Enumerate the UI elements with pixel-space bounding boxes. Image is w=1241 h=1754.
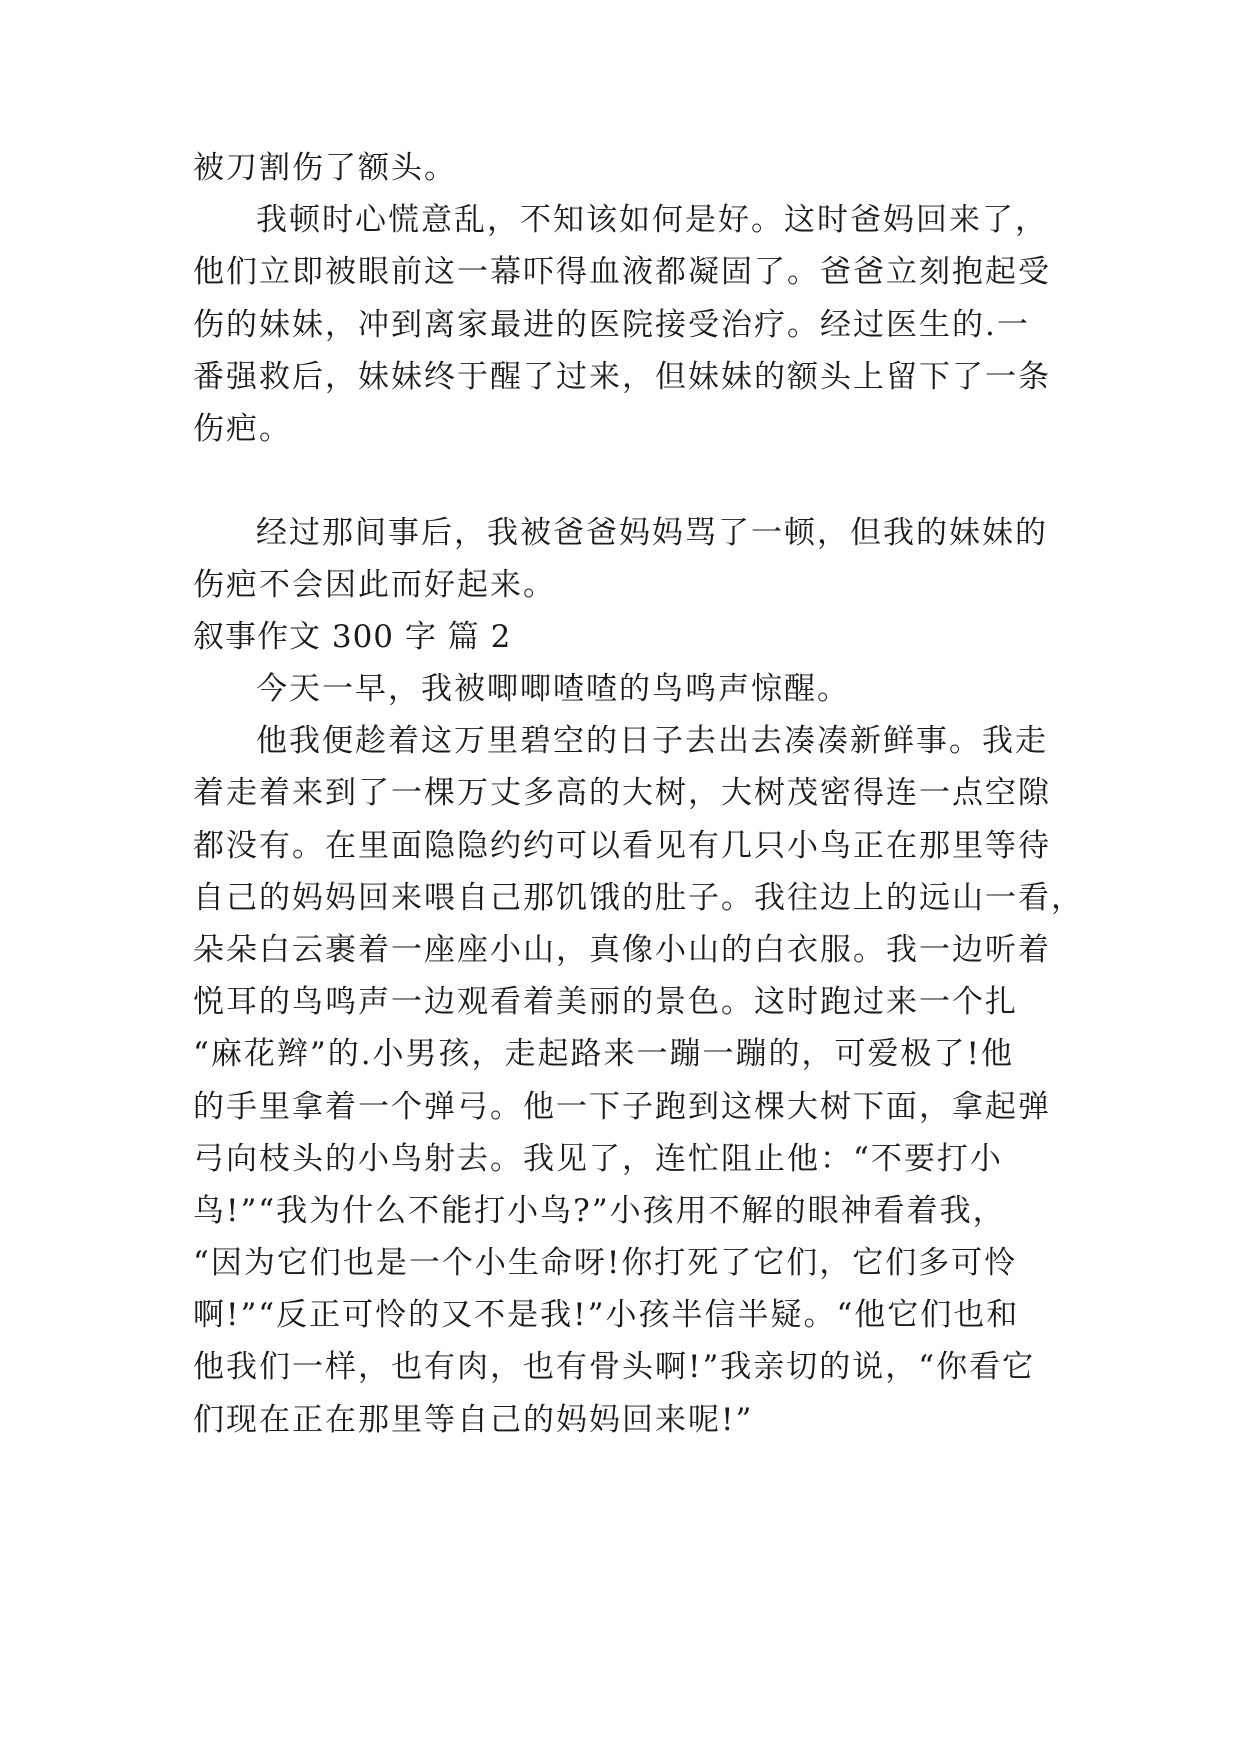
text-line: “因为它们也是一个小生命呀!你打死了它们，它们多可怜 xyxy=(193,1245,1018,1281)
section-heading: 叙事作文 300 字 篇 2 xyxy=(193,619,512,655)
text-line: 伤疤。 xyxy=(193,411,292,447)
text-line: “麻花辫”的.小男孩，走起路来一蹦一蹦的，可爱极了!他 xyxy=(193,1036,1015,1072)
text-line: 他我们一样，也有肉，也有骨头啊!”我亲切的说，“你看它 xyxy=(193,1349,1036,1385)
text-line: 都没有。在里面隐隐约约可以看见有几只小鸟正在那里等待 xyxy=(193,828,1051,864)
text-line: 被刀割伤了额头。 xyxy=(193,150,457,186)
text-line: 弓向枝头的小鸟射去。我见了，连忙阻止他：“不要打小 xyxy=(193,1141,1003,1177)
paragraph-start-line: 经过那间事后，我被爸爸妈妈骂了一顿，但我的妹妹的 xyxy=(256,515,1048,551)
text-line: 的手里拿着一个弹弓。他一下子跑到这棵大树下面，拿起弹 xyxy=(193,1089,1051,1125)
text-line: 着走着来到了一棵万丈多高的大树，大树茂密得连一点空隙 xyxy=(193,775,1051,811)
text-line: 朵朵白云裹着一座座小山，真像小山的白衣服。我一边听着 xyxy=(193,932,1051,968)
text-line: 啊!”“反正可怜的又不是我!”小孩半信半疑。“他它们也和 xyxy=(193,1297,1020,1333)
text-line: 伤的妹妹，冲到离家最进的医院接受治疗。经过医生的.一 xyxy=(193,307,1030,343)
paragraph-start-line: 今天一早，我被唧唧喳喳的鸟鸣声惊醒。 xyxy=(256,671,850,707)
text-line: 他们立即被眼前这一幕吓得血液都凝固了。爸爸立刻抱起受 xyxy=(193,254,1051,290)
text-line: 番强救后，妹妹终于醒了过来，但妹妹的额头上留下了一条 xyxy=(193,359,1051,395)
text-line: 伤疤不会因此而好起来。 xyxy=(193,567,556,603)
text-line: 自己的妈妈回来喂自己那饥饿的肚子。我往边上的远山一看， xyxy=(193,880,1084,916)
text-line: 悦耳的鸟鸣声一边观看着美丽的景色。这时跑过来一个扎 xyxy=(193,984,1018,1020)
text-line: 们现在正在那里等自己的妈妈回来呢!” xyxy=(193,1402,754,1438)
paragraph-start-line: 我顿时心慌意乱，不知该如何是好。这时爸妈回来了， xyxy=(256,202,1048,238)
text-line: 鸟!”“我为什么不能打小鸟?”小孩用不解的眼神看着我， xyxy=(193,1193,1006,1229)
paragraph-start-line: 他我便趁着这万里碧空的日子去出去凑凑新鲜事。我走 xyxy=(256,723,1048,759)
